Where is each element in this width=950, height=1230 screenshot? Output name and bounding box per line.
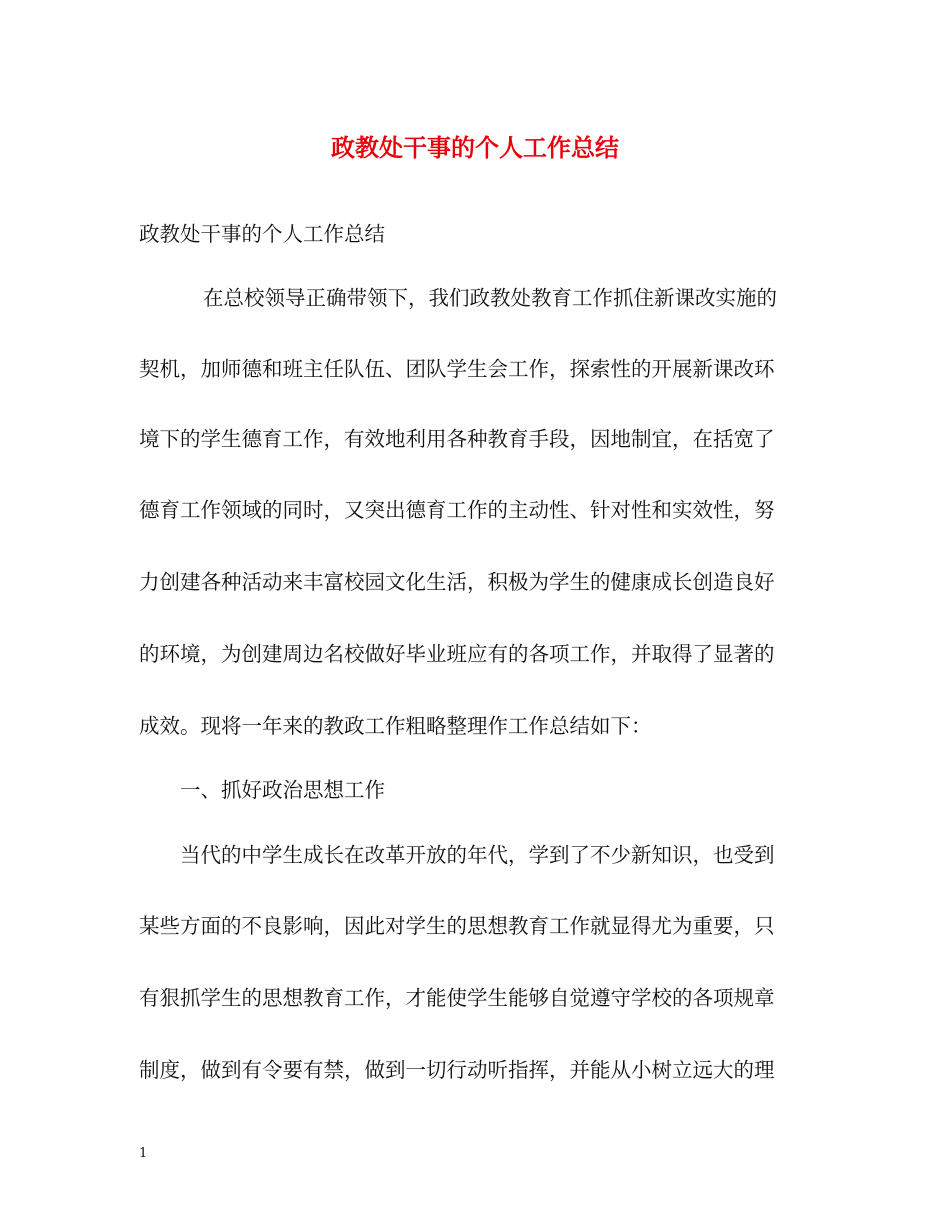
document-subtitle: 政教处干事的个人工作总结: [139, 222, 385, 246]
paragraph-line: 制度，做到有令要有禁，做到一切行动听指挥，并能从小树立远大的理: [139, 1058, 775, 1082]
paragraph-line: 的环境，为创建周边名校做好毕业班应有的各项工作，并取得了显著的: [139, 642, 775, 666]
paragraph-line: 德育工作领域的同时，又突出德育工作的主动性、针对性和实效性，努: [139, 498, 775, 522]
page-number: 1: [139, 1146, 148, 1161]
paragraph-line: 力创建各种活动来丰富校园文化生活，积极为学生的健康成长创造良好: [139, 570, 775, 594]
paragraph-line: 在总校领导正确带领下，我们政教处教育工作抓住新课改实施的: [203, 286, 777, 310]
document-title: 政教处干事的个人工作总结: [331, 133, 619, 162]
paragraph-line: 某些方面的不良影响，因此对学生的思想教育工作就显得尤为重要，只: [139, 914, 775, 938]
paragraph-line: 有狠抓学生的思想教育工作，才能使学生能够自觉遵守学校的各项规章: [139, 986, 775, 1010]
paragraph-line: 契机，加师德和班主任队伍、团队学生会工作，探索性的开展新课改环: [139, 357, 775, 381]
paragraph-line: 当代的中学生成长在改革开放的年代，学到了不少新知识，也受到: [180, 843, 775, 867]
paragraph-line: 成效。现将一年来的教政工作粗略整理作工作总结如下：: [139, 714, 652, 738]
section-heading: 一、抓好政治思想工作: [180, 778, 385, 802]
paragraph-line: 境下的学生德育工作，有效地利用各种教育手段，因地制宜，在括宽了: [139, 427, 775, 451]
